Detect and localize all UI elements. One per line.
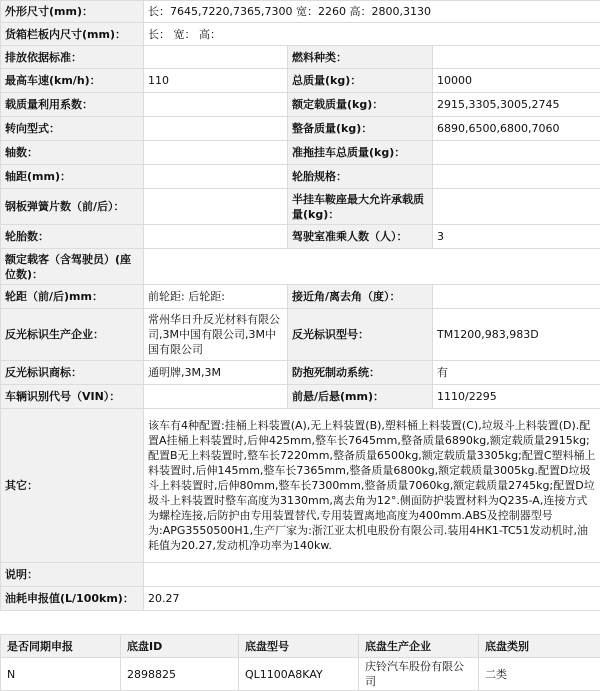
label-vin: 车辆识别代号（VIN）：: [1, 385, 144, 409]
header-chassis-class: 底盘类别: [479, 635, 600, 658]
value-tire-count: [144, 225, 288, 249]
label-curb-mass: 整备质量(kg)：: [288, 117, 433, 141]
value-vin: [144, 385, 288, 409]
value-reflector-brand: 通明牌,3M,3M: [144, 361, 288, 385]
cell-same-period: N: [1, 658, 121, 691]
label-track: 轮距（前/后)mm：: [1, 285, 144, 309]
label-gross-mass: 总质量(kg)：: [288, 69, 433, 93]
label-rated-load: 额定载质量(kg)：: [288, 93, 433, 117]
value-cargo-box: 长： 宽： 高：: [144, 23, 600, 46]
value-max-speed: 110: [144, 69, 288, 93]
label-reflector-model: 反光标识型号：: [288, 309, 433, 361]
spec-row-note: [1, 563, 600, 587]
value-cab-seats: 3: [433, 225, 600, 249]
label-max-speed: 最高车速(km/h)：: [1, 69, 144, 93]
label-dimensions: 外形尺寸(mm)：: [1, 1, 144, 23]
label-load-coefficient: 载质量利用系数：: [1, 93, 144, 117]
label-fuel-consumption: 油耗申报值(L/100km)：: [1, 587, 144, 611]
label-tire-spec: 轮胎规格：: [288, 165, 433, 189]
value-emission-standard: [144, 46, 288, 69]
value-reflector-maker: 常州华日升反光材料有限公司,3M中国有限公司,3M中国有限公司: [144, 309, 288, 361]
label-abs: 防抱死制动系统：: [288, 361, 433, 385]
spec-row: [1, 225, 600, 249]
value-fuel-consumption: 20.27: [144, 587, 600, 611]
value-rated-passengers: [144, 249, 600, 285]
spec-row-cargo: [1, 23, 600, 46]
spec-row: [1, 361, 600, 385]
label-reflector-brand: 反光标识商标：: [1, 361, 144, 385]
spec-row: [1, 46, 600, 69]
label-emission-standard: 排放依据标准：: [1, 46, 144, 69]
value-curb-mass: 6890,6500,6800,7060: [433, 117, 600, 141]
label-wheelbase: 轴距(mm)：: [1, 165, 144, 189]
label-tire-count: 轮胎数：: [1, 225, 144, 249]
table-row: [1, 658, 600, 691]
header-same-period: 是否同期申报: [1, 635, 121, 658]
spec-row: [1, 69, 600, 93]
value-reflector-model: TM1200,983,983D: [433, 309, 600, 361]
cell-chassis-id: 2898825: [121, 658, 239, 691]
cell-chassis-maker: 庆铃汽车股份有限公司: [359, 658, 479, 691]
label-axle-count: 轴数：: [1, 141, 144, 165]
spec-row: [1, 165, 600, 189]
label-leaf-springs: 钢板弹簧片数（前/后）：: [1, 189, 144, 225]
label-reflector-maker: 反光标识生产企业：: [1, 309, 144, 361]
chassis-header-row: [1, 635, 600, 658]
label-trailer-mass: 准拖挂车总质量(kg)：: [288, 141, 433, 165]
value-dimensions: 长：7645,7220,7365,7300 宽：2260 高：2800,3130: [144, 1, 600, 23]
value-saddle-load: [433, 189, 600, 225]
spec-row: [1, 385, 600, 409]
header-chassis-model: 底盘型号: [239, 635, 359, 658]
chassis-table: [0, 634, 600, 691]
label-cab-seats: 驾驶室准乘人数（人）：: [288, 225, 433, 249]
value-note: [144, 563, 600, 587]
spec-row-dimensions: [1, 1, 600, 23]
label-saddle-load: 半挂车鞍座最大允许承载质量(kg)：: [288, 189, 433, 225]
value-load-coefficient: [144, 93, 288, 117]
value-leaf-springs: [144, 189, 288, 225]
spec-row-other: [1, 409, 600, 563]
label-rated-passengers: 额定载客（含驾驶员）(座位数)：: [1, 249, 144, 285]
value-abs: 有: [433, 361, 600, 385]
spec-row: [1, 285, 600, 309]
cell-chassis-class: 二类: [479, 658, 600, 691]
label-steering-type: 转向型式：: [1, 117, 144, 141]
spec-row: [1, 93, 600, 117]
header-chassis-maker: 底盘生产企业: [359, 635, 479, 658]
spec-row-passengers: [1, 249, 600, 285]
label-approach-departure: 接近角/离去角（度）：: [288, 285, 433, 309]
value-wheelbase: [144, 165, 288, 189]
value-approach-departure: [433, 285, 600, 309]
value-other: 该车有4种配置:挂桶上料装置(A),无上料装置(B),塑料桶上料装置(C),垃圾斗上料装置(D).配置A挂桶上料装置时,后伸425mm,整车长7645mm,整备质量6890kg,额定载质量2915kg;配置B无上料装置时,整车长7220mm,整备质量6500kg,额定载质量3305kg;配置C塑料桶上料装置时,后伸145mm,整车长7365mm,整备质量6800kg,额定载质量3005kg.配置D垃圾斗上料装置时,后伸80mm,整车长7300mm,整备质量7060kg,额定载质量2745kg;配置D垃圾斗上料装置时整车高度为3130mm,离去角为12°.侧面防护装置材料为Q235-A,连接方式为螺栓连接,后防护由专用装置替代,专用装置离地高度为400mm.ABS及控制器型号为:APG3550500H1,生产厂家为:浙江亚太机电股份有限公司.装用4HK1-TC51发动机时,油耗值为20.27,发动机净功率为140kw.: [144, 409, 600, 563]
value-steering-type: [144, 117, 288, 141]
label-cargo-box: 货箱栏板内尺寸(mm)：: [1, 23, 144, 46]
spec-row: [1, 117, 600, 141]
spec-row: [1, 189, 600, 225]
value-trailer-mass: [433, 141, 600, 165]
value-tire-spec: [433, 165, 600, 189]
cell-chassis-model: QL1100A8KAY: [239, 658, 359, 691]
value-axle-count: [144, 141, 288, 165]
label-note: 说明：: [1, 563, 144, 587]
spec-row: [1, 141, 600, 165]
spec-row-fuel: [1, 587, 600, 611]
label-other: 其它：: [1, 409, 144, 563]
spec-row: [1, 309, 600, 361]
value-gross-mass: 10000: [433, 69, 600, 93]
value-fuel-type: [433, 46, 600, 69]
value-track: 前轮距: 后轮距:: [144, 285, 288, 309]
label-fuel-type: 燃料种类：: [288, 46, 433, 69]
value-overhang: 1110/2295: [433, 385, 600, 409]
label-overhang: 前悬/后悬(mm)：: [288, 385, 433, 409]
value-rated-load: 2915,3305,3005,2745: [433, 93, 600, 117]
header-chassis-id: 底盘ID: [121, 635, 239, 658]
